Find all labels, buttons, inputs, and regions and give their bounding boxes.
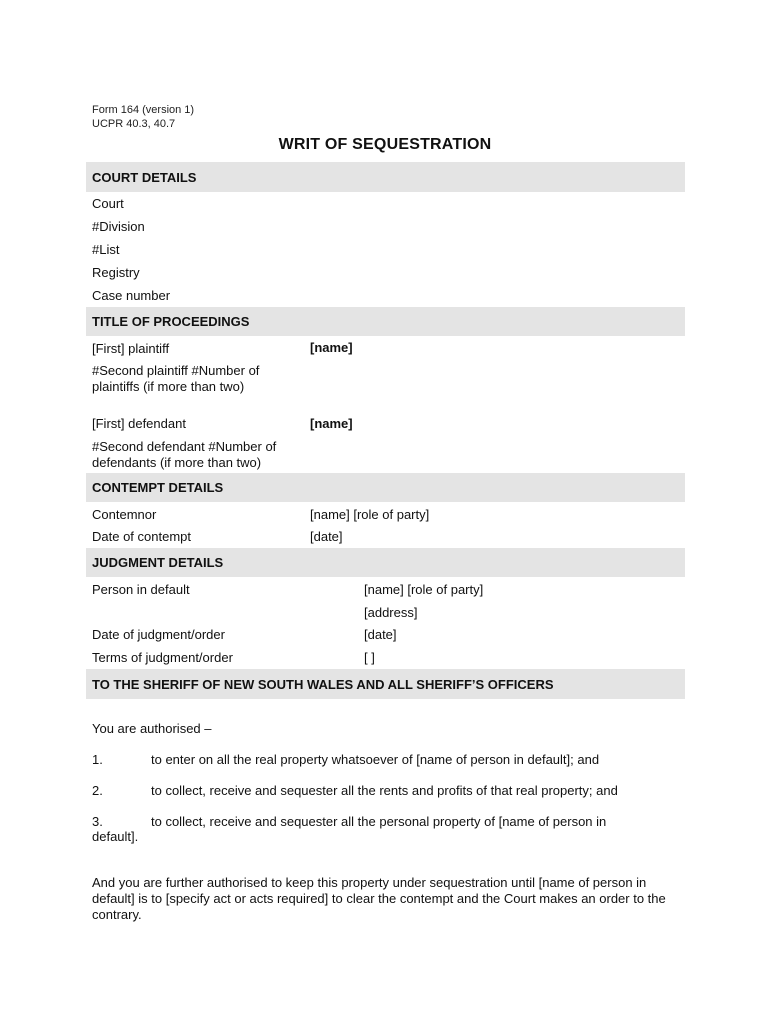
item-text: to collect, receive and sequester all the personal property of [name of person in (151, 814, 607, 829)
first-plaintiff-value: [name] (310, 340, 353, 355)
terms-of-judgment-label: Terms of judgment/order (92, 650, 233, 665)
document-title: WRIT OF SEQUESTRATION (278, 136, 492, 153)
date-of-contempt-label: Date of contempt (92, 529, 191, 544)
contempt-details-heading: CONTEMPT DETAILS (86, 473, 685, 502)
item-text: to enter on all the real property whatsoever of [name of person in default]; and (151, 752, 600, 767)
first-defendant-value: [name] (310, 416, 353, 431)
list-label: #List (92, 242, 120, 257)
date-of-contempt-value: [date] (310, 529, 343, 544)
person-in-default-value: [name] [role of party] (364, 582, 484, 597)
judgment-details-heading: JUDGMENT DETAILS (86, 548, 685, 577)
court-details-heading: COURT DETAILS (86, 162, 685, 192)
second-defendant-label: #Second defendant #Number of defendants (if more than two) (92, 439, 277, 470)
item-number: 1. (92, 752, 103, 767)
date-of-judgment-value: [date] (364, 627, 397, 642)
first-defendant-label: [First] defendant (92, 416, 186, 431)
closing-paragraph: And you are further authorised to keep this property under sequestration until [name of person in default] is to [specify act or acts required] to clear the contempt and the Court makes an order to the contrary. (92, 875, 666, 922)
division-label: #Division (92, 219, 145, 234)
form-meta (92, 104, 194, 131)
date-of-judgment-label: Date of judgment/order (92, 627, 225, 642)
item-number: 3. (92, 814, 103, 829)
item-text-continued: default]. (92, 829, 139, 844)
terms-of-judgment-value: [ ] (364, 650, 375, 665)
person-in-default-label: Person in default (92, 582, 190, 597)
item-text: to collect, receive and sequester all the rents and profits of that real property; and (151, 783, 618, 798)
registry-label: Registry (92, 265, 140, 280)
contemnor-value: [name] [role of party] (310, 507, 430, 522)
form-number: Form 164 (version 1) (92, 104, 195, 116)
first-plaintiff-label: [First] plaintiff (92, 341, 170, 356)
court-label: Court (92, 196, 124, 211)
sheriff-heading: TO THE SHERIFF OF NEW SOUTH WALES AND ALL SHERIFF’S OFFICERS (86, 669, 685, 699)
item-number: 2. (92, 783, 103, 798)
address-value: [address] (364, 605, 418, 620)
case-number-label: Case number (92, 288, 171, 303)
authorised-intro: You are authorised – (92, 721, 212, 736)
contemnor-label: Contemnor (92, 507, 157, 522)
second-plaintiff-label: #Second plaintiff #Number of plaintiffs (if more than two) (92, 363, 260, 394)
title-of-proceedings-heading: TITLE OF PROCEEDINGS (86, 307, 685, 336)
form-rule: UCPR 40.3, 40.7 (92, 117, 176, 130)
